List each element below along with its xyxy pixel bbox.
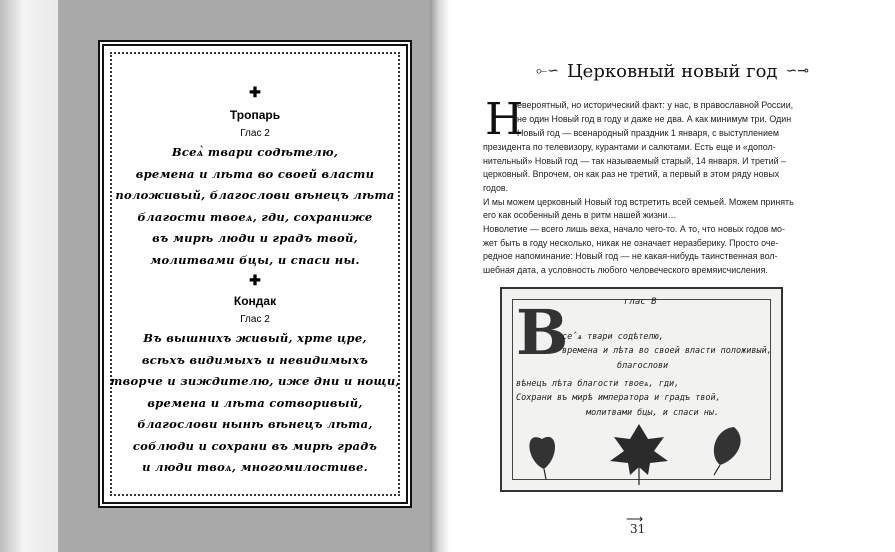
kontakion-cross-icon: ✚ xyxy=(249,272,261,288)
body-line: евероятный, но исторический факт: у нас, в православной России, xyxy=(517,100,794,110)
body-line: Новолетие — всего лишь веха, начало чего-то. А то, что новых годов мо- xyxy=(483,224,785,234)
chapter-title: Церковный новый год xyxy=(566,60,778,82)
troparion-cross-icon: ✚ xyxy=(249,84,261,100)
body-line: президента по телевизору, курантами и салютами. Есть еще и «допол- xyxy=(483,142,776,152)
kontakion-line: творче и зиждителю, иже дни и нощи, xyxy=(110,374,400,388)
troparion-text xyxy=(104,142,406,271)
body-line: редное напоминание: Новый год — не какая-нибудь таинственная вол- xyxy=(483,251,778,261)
handwritten-sketch xyxy=(500,287,783,492)
body-line: нительный» Новый год — так называемый старый, 14 января. И третий – xyxy=(483,156,786,166)
sketch-line: вѣнецъ лѣта благости твоеѧ, гди, xyxy=(516,379,680,389)
troparion-heading: Тропарь xyxy=(229,108,281,122)
sketch-drawing xyxy=(502,289,781,490)
kontakion-line: времена и лѣта сотворивый, xyxy=(147,395,363,410)
kontakion-line: и люди твоѧ, многомилостиве. xyxy=(142,460,368,474)
sketch-line: благослови xyxy=(617,361,669,371)
troparion-line: благости твоеѧ, гди, сохраниже xyxy=(137,209,373,224)
sketch-line: Сохрани въ мирѣ императора и градъ твой, xyxy=(516,393,721,403)
book-edge-left xyxy=(0,0,58,552)
kontakion-line: благослови нынѣ вѣнецъ лѣта, xyxy=(137,417,373,431)
sketch-line: времена и лѣта во своей власти положивый, xyxy=(562,346,772,356)
body-line: его как особенный день в ритм нашей жизни… xyxy=(483,210,677,220)
kontakion-line: всѣхъ видимыхъ и невидимыхъ xyxy=(141,352,369,367)
leaf-left-icon xyxy=(529,437,555,479)
troparion-line: въ мирѣ люди и градъ твой, xyxy=(152,231,358,245)
drop-cap: Н xyxy=(485,94,524,145)
body-line: шебная дата, а условность любого человеческого времяисчисления. xyxy=(483,265,768,275)
chapter-title-row xyxy=(450,56,895,86)
page-arrow-icon: ⟶ xyxy=(626,512,644,526)
kontakion-heading: Кондак xyxy=(233,294,277,308)
sketch-tone-label: глас В xyxy=(624,297,657,307)
kontakion-tone: Глас 2 xyxy=(240,314,270,325)
flourish-left-icon: ⟜∽ xyxy=(536,63,559,79)
book-gutter xyxy=(430,0,450,552)
troparion-line: Всеѧ̀ твари содѣтелю, xyxy=(171,145,339,159)
prayer-card xyxy=(98,40,412,508)
page-number: 31 xyxy=(630,522,646,536)
troparion-tone: Глас 2 xyxy=(240,128,270,139)
flourish-right-icon: ∽⊸ xyxy=(785,63,809,79)
body-line: не один Новый год в году и даже не два. А как минимум три. Один xyxy=(517,114,792,124)
body-line: И мы можем церковный Новый год встретить всей семьей. Можем принять xyxy=(483,197,794,207)
body-line: церковный. Впрочем, он как раз не третий, а первый в этом ряду новых xyxy=(483,169,780,179)
maple-leaf-icon xyxy=(610,424,668,485)
kontakion-line: соблюди и сохрани въ мирѣ градъ xyxy=(132,438,378,453)
troparion-line: времена и лѣта во своей власти xyxy=(135,166,375,181)
kontakion-text xyxy=(104,328,406,479)
body-line: жет быть в году несколько, никак не означает неразберику. Просто оче- xyxy=(483,238,779,248)
sketch-big-letter: В xyxy=(516,296,569,369)
sketch-line: молитвами бцы, и спаси ны. xyxy=(586,408,720,418)
sketch-line: се̂ѧ твари содѣтелю, xyxy=(562,332,664,342)
troparion-line: положивый, благослови вѣнецъ лѣта xyxy=(115,188,395,202)
body-line: Новый год — всенародный праздник 1 января, с выступлением xyxy=(517,128,779,138)
kontakion-line: Въ вышнихъ живый, хрте цре, xyxy=(143,331,367,345)
body-line: годов. xyxy=(483,183,509,193)
leaf-right-icon xyxy=(714,427,741,475)
troparion-line: молитвами бцы, и спаси ны. xyxy=(150,252,360,267)
